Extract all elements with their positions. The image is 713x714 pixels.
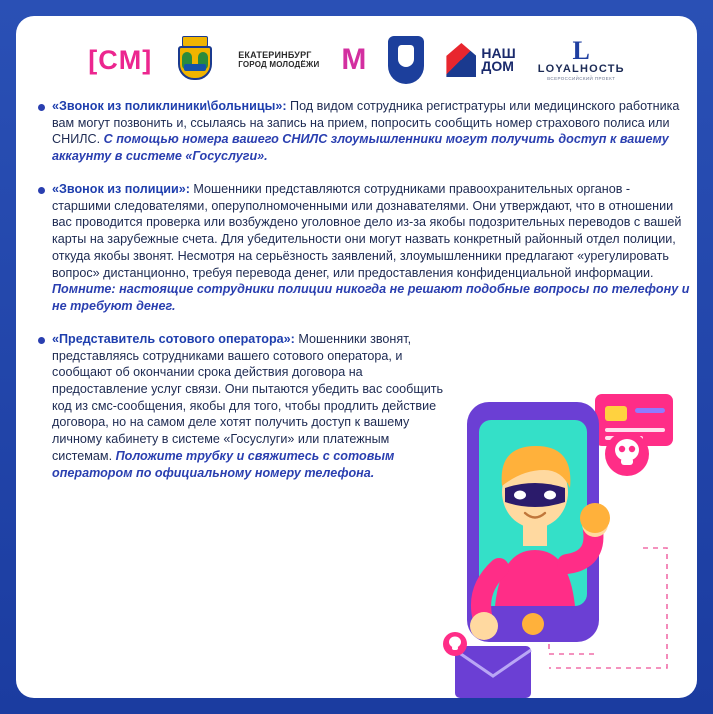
loyalnost-name: LOYALНОСТЬ [537, 63, 625, 76]
section-police-call [38, 181, 692, 315]
poster-card [16, 16, 697, 698]
section-mobile-operator-call [38, 331, 452, 482]
m-logo-text: M [341, 43, 367, 76]
cm-logo [88, 32, 152, 88]
mobile-operator-emphasis: Положите трубку и свяжитесь с сотовым оператором по официальному номеру телефона. [52, 448, 395, 480]
police-call-body: Мошенники представляются сотрудниками правоохранительных органов - старшими следователями, оперуполномоченными или дознавателями. Они утверждают, что в отношении вас проводится проверка или возбуждено уголовное дело из-за якобы подозрительных переводов с вашей карты на зарубежные счета. Для убедительности они могут назвать конкретный районный отдел полиции, откуда якобы звонят. Несмотря на серьёзность заявлений, злоумышленники предлагают «урегулировать вопрос» дистанционно, требуя перевода денег, или предоставления конфиденциальной информации. [52, 181, 682, 280]
nash-dom-mark-icon [446, 43, 476, 77]
bullet-icon [38, 104, 45, 111]
ekb-logo-line1: ЕКАТЕРИНБУРГ [238, 50, 312, 61]
police-call-emphasis: Помните: настоящие сотрудники полиции никогда не решают подобные вопросы по телефону и не требуют денег. [52, 282, 690, 314]
m-logo [341, 32, 366, 88]
bullet-icon [38, 337, 45, 344]
ekaterinburg-coat-of-arms-icon [174, 32, 216, 88]
shield-logo-icon [388, 32, 424, 88]
mobile-operator-body: Мошенники звонят, представляясь сотрудниками вашего сотового оператора, и сообщают об окончании срока действия договора на предоставление услуг связи. Они пытаются убедить вас сообщить код из смс-сообщения, якобы для того, чтобы продлить действие договора, но на самом деле хотят получить доступ к вашему личному кабинету в системе «Госуслуги» или платежным системам. [52, 331, 444, 463]
ekaterinburg-youth-city-logo [238, 32, 319, 88]
nash-dom-line2: ДОМ [481, 58, 514, 74]
coin-icon [580, 503, 610, 533]
loyalnost-mark-icon: L [572, 36, 590, 66]
nash-dom-logo [446, 32, 515, 88]
police-call-title: «Звонок из полиции»: [52, 181, 190, 196]
section-clinic-call [38, 98, 692, 165]
clinic-call-body: Под видом сотрудника регистратуры или медицинского работника вам могут позвонить и, ссылаясь на запись на прием, попросить сообщить номер страхового полиса или СНИЛС. [52, 99, 680, 147]
clinic-call-title: «Звонок из поликлиники\больницы»: [52, 99, 287, 113]
nash-dom-line1: НАШ [481, 44, 516, 61]
article-content [16, 94, 697, 481]
bullet-icon [38, 187, 45, 194]
loyalnost-subtitle: ВСЕРОССИЙСКИЙ ПРОЕКТ [547, 76, 616, 82]
clinic-call-emphasis: С помощью номера вашего СНИЛС злоумышленники могут получить доступ к вашему аккаунту в системе «Госуслуги». [52, 132, 669, 164]
logo-strip [16, 16, 697, 94]
cm-logo-text: [CM] [88, 44, 153, 75]
mobile-operator-title: «Представитель сотового оператора»: [52, 331, 295, 346]
loyalnost-logo [538, 32, 625, 88]
ekb-logo-line2: ГОРОД МОЛОДЁЖИ [238, 59, 320, 69]
